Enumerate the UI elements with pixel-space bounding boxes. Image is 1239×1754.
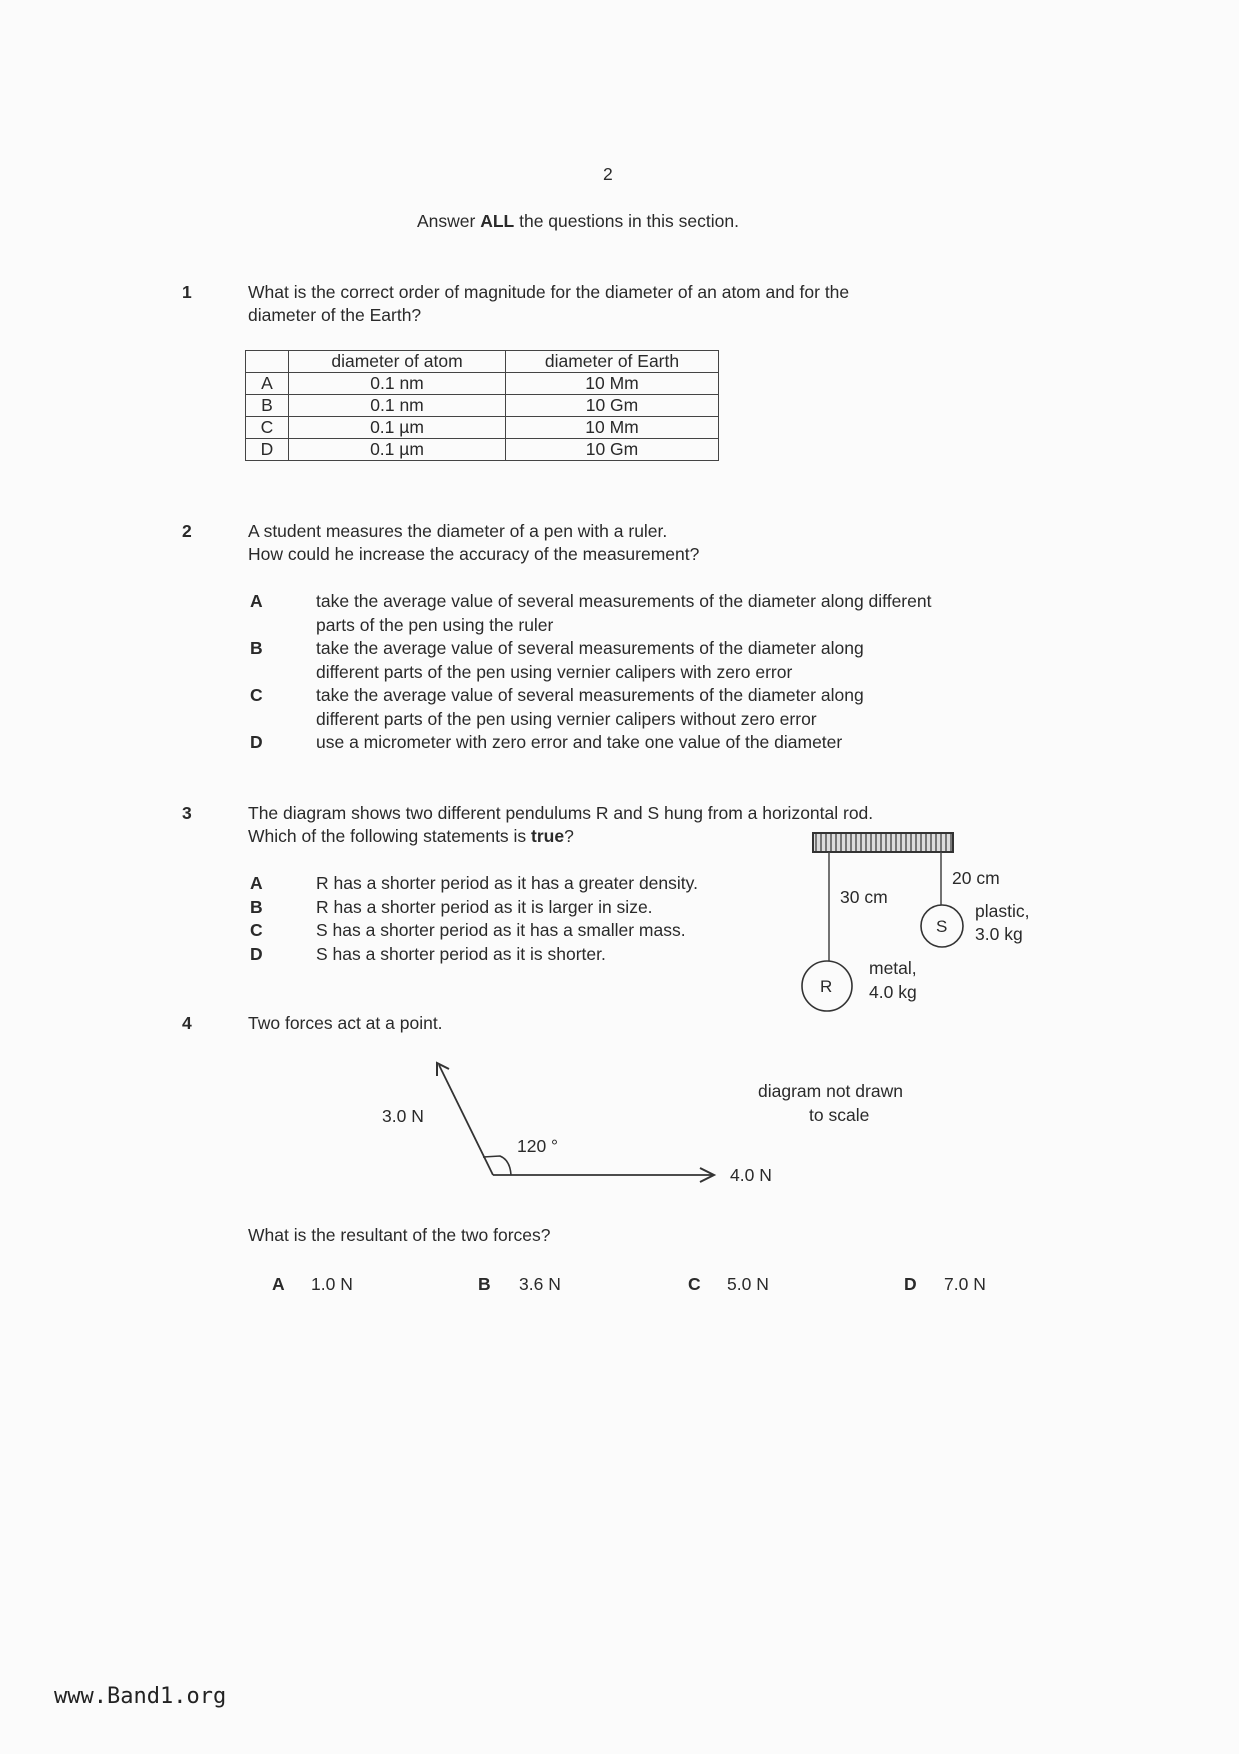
option-text: take the average value of several measurements of the diameter along	[316, 685, 864, 705]
option-letter: B	[478, 1274, 491, 1294]
option-text: R has a shorter period as it has a greater density.	[316, 873, 698, 893]
force-1-label: 3.0 N	[382, 1106, 424, 1126]
force-2-label: 4.0 N	[730, 1165, 772, 1185]
option-letter: A	[250, 873, 263, 893]
question-text-part: Which of the following statements is	[248, 826, 532, 846]
horizontal-rod	[813, 833, 953, 852]
s-mass-label: 3.0 kg	[975, 924, 1023, 944]
option-text: take the average value of several measurements of the diameter along different	[316, 591, 932, 611]
r-bob-label: R	[820, 977, 833, 996]
option-letter: B	[250, 638, 263, 658]
angle-arc	[483, 1156, 511, 1175]
question-prompt: What is the resultant of the two forces?	[248, 1225, 551, 1245]
option-text: take the average value of several measurements of the diameter along	[316, 638, 864, 658]
option-text: 7.0 N	[944, 1274, 986, 1294]
option-letter: B	[250, 897, 263, 917]
page-number: 2	[603, 164, 613, 184]
scale-note: diagram not drawn	[758, 1081, 903, 1101]
question-text: A student measures the diameter of a pen with a ruler.	[248, 521, 668, 541]
question-number: 4	[182, 1013, 192, 1033]
instruction-bold: ALL	[480, 211, 515, 231]
question-text-end: ?	[564, 826, 574, 846]
instruction-text-end: the questions in this section.	[514, 211, 739, 231]
question-text: The diagram shows two different pendulums R and S hung from a horizontal rod.	[248, 803, 874, 823]
option-letter: A	[272, 1274, 285, 1294]
option-text: 1.0 N	[311, 1274, 353, 1294]
footer-watermark: www.Band1.org	[54, 1684, 227, 1709]
scale-note: to scale	[809, 1105, 870, 1125]
option-letter: D	[250, 732, 263, 752]
option-text: use a micrometer with zero error and take one value of the diameter	[316, 732, 843, 752]
table-cell: D	[246, 439, 289, 461]
table-cell: A	[246, 373, 289, 395]
question-text: Two forces act at a point.	[248, 1013, 443, 1033]
angle-label: 120 °	[517, 1136, 559, 1156]
option-text: S has a shorter period as it has a smaller mass.	[316, 920, 686, 940]
option-letter: C	[688, 1274, 701, 1294]
instruction-text: Answer	[417, 211, 481, 231]
emphasis: true	[531, 826, 565, 846]
option-text: different parts of the pen using vernier calipers without zero error	[316, 709, 817, 729]
question-number: 2	[182, 521, 192, 541]
table-cell: 0.1 µm	[289, 417, 506, 439]
s-material-label: plastic,	[975, 901, 1030, 921]
r-material-label: metal,	[869, 958, 917, 978]
option-letter: C	[250, 685, 263, 705]
question-text: diameter of the Earth?	[248, 305, 422, 325]
option-text: S has a shorter period as it is shorter.	[316, 944, 606, 964]
option-letter: D	[250, 944, 263, 964]
table-cell: 0.1 nm	[289, 395, 506, 417]
option-letter: A	[250, 591, 263, 611]
option-text: 3.6 N	[519, 1274, 561, 1294]
table-cell: 0.1 nm	[289, 373, 506, 395]
question-number: 1	[182, 282, 192, 302]
table-cell: C	[246, 417, 289, 439]
option-text: parts of the pen using the ruler	[316, 615, 554, 635]
option-text: 5.0 N	[727, 1274, 769, 1294]
option-text: R has a shorter period as it is larger in size.	[316, 897, 653, 917]
table-cell: 0.1 µm	[289, 439, 506, 461]
option-text: different parts of the pen using vernier calipers with zero error	[316, 662, 793, 682]
r-length-label: 30 cm	[840, 887, 888, 907]
question-text: How could he increase the accuracy of the measurement?	[248, 544, 700, 564]
force-3n-arrow	[439, 1065, 493, 1175]
question-number: 3	[182, 803, 192, 823]
table-cell: 10 Gm	[506, 439, 719, 461]
table-cell: 10 Mm	[506, 373, 719, 395]
question-text: What is the correct order of magnitude for the diameter of an atom and for the	[248, 282, 850, 302]
table-cell: 10 Gm	[506, 395, 719, 417]
table-header: diameter of atom	[289, 351, 506, 373]
option-letter: C	[250, 920, 263, 940]
s-length-label: 20 cm	[952, 868, 1000, 888]
s-bob-label: S	[936, 917, 948, 936]
table-header: diameter of Earth	[506, 351, 719, 373]
table-cell: B	[246, 395, 289, 417]
table-cell: 10 Mm	[506, 417, 719, 439]
r-mass-label: 4.0 kg	[869, 982, 917, 1002]
option-letter: D	[904, 1274, 917, 1294]
